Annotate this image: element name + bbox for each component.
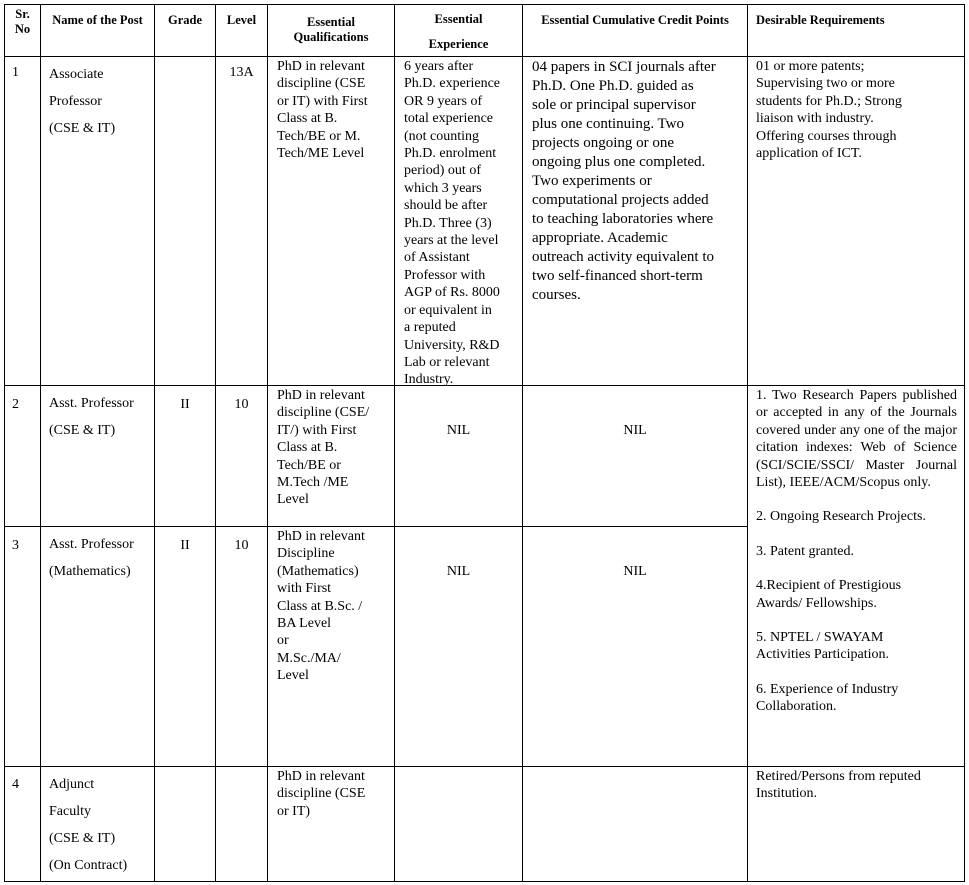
header-desirable-requirements: Desirable Requirements: [756, 13, 885, 27]
row2-post-name: Asst. Professor (CSE & IT): [49, 396, 134, 438]
row1-desirable: 01 or more patents; Supervising two or more students for Ph.D.; Strong liaison with industry. Offering courses through application of ICT.: [756, 59, 902, 162]
header-essential-experience: Essential Experience: [428, 12, 489, 51]
grid-line-v: [4, 4, 5, 882]
row3-level: 10: [234, 538, 249, 553]
row2-credit-points: NIL: [623, 423, 647, 438]
row4-qualifications: PhD in relevant discipline (CSE or IT): [277, 769, 366, 819]
row4-post-name: Adjunct Faculty (CSE & IT) (On Contract): [49, 777, 128, 873]
row3-credit-points: NIL: [623, 564, 647, 579]
desirable-item-1: 1. Two Research Papers published or accepted in any of the Journals covered under any one of the major citation indexes: Web of Science (SCI/SCIE/SSCI/ Master Journal List), IEEE/ACM/Scopus only.: [756, 388, 957, 491]
grid-line-v: [964, 4, 965, 882]
grid-line-v: [40, 4, 41, 882]
grid-line-v: [154, 4, 155, 882]
desirable-item-3: 3. Patent granted.: [756, 543, 854, 559]
row2-experience: NIL: [446, 423, 471, 438]
row3-sr-no: 3: [12, 538, 19, 553]
grid-line-h: [4, 526, 748, 527]
header-sr-no: Sr. No: [14, 7, 31, 36]
row3-qualifications: PhD in relevant Discipline (Mathematics) with First Class at B.Sc. / BA Level or M.Sc./MA/ Level: [277, 529, 365, 684]
grid-line-h: [4, 766, 965, 767]
grid-line-h: [4, 881, 965, 882]
row1-level: 13A: [229, 65, 254, 80]
desirable-item-5: 5. NPTEL / SWAYAM Activities Participation.: [756, 630, 889, 663]
desirable-item-6: 6. Experience of Industry Collaboration.: [756, 681, 899, 715]
row3-post-name: Asst. Professor (Mathematics): [49, 537, 134, 579]
header-essential-qualifications: Essential Qualifications: [293, 15, 369, 44]
grid-line-v: [522, 4, 523, 882]
header-credit-points: Essential Cumulative Credit Points: [541, 13, 729, 27]
row4-desirable: Retired/Persons from reputed Institution.: [756, 769, 921, 802]
grid-line-h: [4, 56, 965, 57]
row1-qualifications: PhD in relevant discipline (CSE or IT) with First Class at B. Tech/BE or M. Tech/ME Level: [277, 59, 368, 162]
grid-line-v: [215, 4, 216, 882]
row3-experience: NIL: [446, 564, 471, 579]
grid-line-v: [267, 4, 268, 882]
row2-grade: II: [180, 397, 190, 412]
header-level: Level: [226, 13, 257, 27]
header-post-name: Name of the Post: [52, 13, 143, 27]
grid-line-v: [747, 4, 748, 882]
grid-line-v: [394, 4, 395, 882]
row3-grade: II: [180, 538, 190, 553]
row1-post-name: Associate Professor (CSE & IT): [49, 67, 116, 136]
row2-level: 10: [234, 397, 249, 412]
desirable-item-2: 2. Ongoing Research Projects.: [756, 509, 926, 525]
row2-sr-no: 2: [12, 397, 19, 412]
row1-experience: 6 years after Ph.D. experience OR 9 years of total experience (not counting Ph.D. enrolment period) out of which 3 years should be after Ph.D. Three (3) years at the level of Assistant Professor with AGP of Rs. 8000 or equivalent in a reputed University, R&D Lab or relevant Industry.: [404, 59, 501, 388]
row4-sr-no: 4: [12, 777, 19, 792]
row2-qualifications: PhD in relevant discipline (CSE/ IT/) with First Class at B. Tech/BE or M.Tech /ME Level: [277, 388, 370, 508]
desirable-item-4: 4.Recipient of Prestigious Awards/ Fellowships.: [756, 578, 902, 611]
row1-credit-points: 04 papers in SCI journals after Ph.D. One Ph.D. guided as sole or principal supervisor plus one continuing. Two projects ongoing or one ongoing plus one completed. Two experiments or computational projects added to teaching laboratories where appropriate. Academic outreach activity equivalent to two self-financed short-term courses.: [532, 59, 716, 303]
header-grade: Grade: [167, 13, 203, 27]
row1-sr-no: 1: [12, 65, 19, 80]
shared-desirable-requirements: [756, 387, 957, 716]
